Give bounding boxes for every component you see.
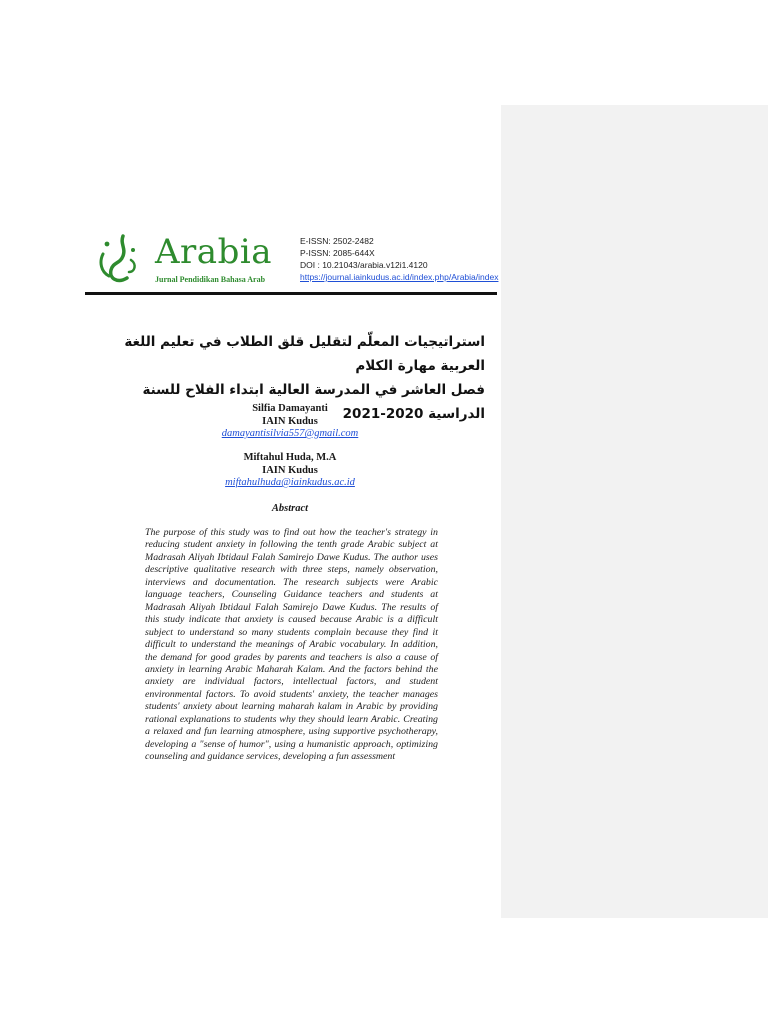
header-divider [85, 292, 497, 295]
arabic-calligraphy-logo-icon [93, 232, 139, 288]
journal-url-link[interactable]: https://journal.iainkudus.ac.id/index.php/Arabia/index [300, 272, 499, 282]
pissn: P-ISSN: 2085-644X [300, 248, 375, 258]
journal-meta [300, 235, 498, 283]
abstract-heading: Abstract [271, 503, 309, 514]
author-affiliation: IAIN Kudus [262, 464, 318, 476]
author-block-2 [140, 452, 440, 490]
journal-subtitle: Jurnal Pendidikan Bahasa Arab [155, 275, 266, 284]
author-email-link[interactable]: damayantisilvia557@gmail.com [221, 428, 359, 439]
journal-header [85, 230, 497, 298]
author-email-link[interactable]: miftahulhuda@iainkudus.ac.id [225, 477, 355, 488]
abstract-text: The purpose of this study was to find out how the teacher's strategy in reducing student anxiety in following the tenth grade Arabic subject at Madrasah Aliyah Ibtidaul Falah Samirejo Dawe Kudus. The author uses descriptive qualitative research with three steps, namely observation, interviews and documentation. The research subjects were Arabic language teachers, Counseling Guidance teachers and students at Madrasah Aliyah Ibtidaul Falah Samirejo Dawe Kudus. The results of this study indicate that anxiety is caused because Arabic is a difficult subject to understand so many students complain because they find it difficult to understand the meanings of Arabic vocabulary. In addition, the demand for good grades by parents and teachers is also a cause of anxiety in learning Arabic Maharah Kalam. And the factors behind the anxiety are individual factors, intellectual factors, and student environmental factors. To avoid students' anxiety, the teacher manages students' anxiety about learning maharah kalam in Arabic by providing rational explanations to students why they should learn Arabic. Creating a relaxed and fun learning atmosphere, using supportive psychotherapy, developing a "sense of humor", using a humanistic approach, optimizing counseling and guidance services, developing a fun assessment [145, 527, 438, 763]
doi: DOI : 10.21043/arabia.v12i1.4120 [300, 260, 428, 270]
eissn: E-ISSN: 2502-2482 [300, 236, 374, 246]
title-line-2: فصل العاشر في المدرسة العالية ابتداء الفلاح للسنة الدراسية 2020-2021 [142, 382, 485, 422]
journal-name: Arabia [155, 232, 272, 272]
author-block-1 [140, 403, 440, 441]
title-line-1: استراتيجيات المعلّم لتقليل قلق الطلاب في تعليم اللغة العربية مهارة الكلام [124, 334, 485, 374]
comment-pane [501, 105, 768, 918]
author-name: Miftahul Huda, M.A [243, 452, 337, 463]
author-affiliation: IAIN Kudus [262, 415, 318, 427]
author-name: Silfia Damayanti [252, 403, 328, 414]
